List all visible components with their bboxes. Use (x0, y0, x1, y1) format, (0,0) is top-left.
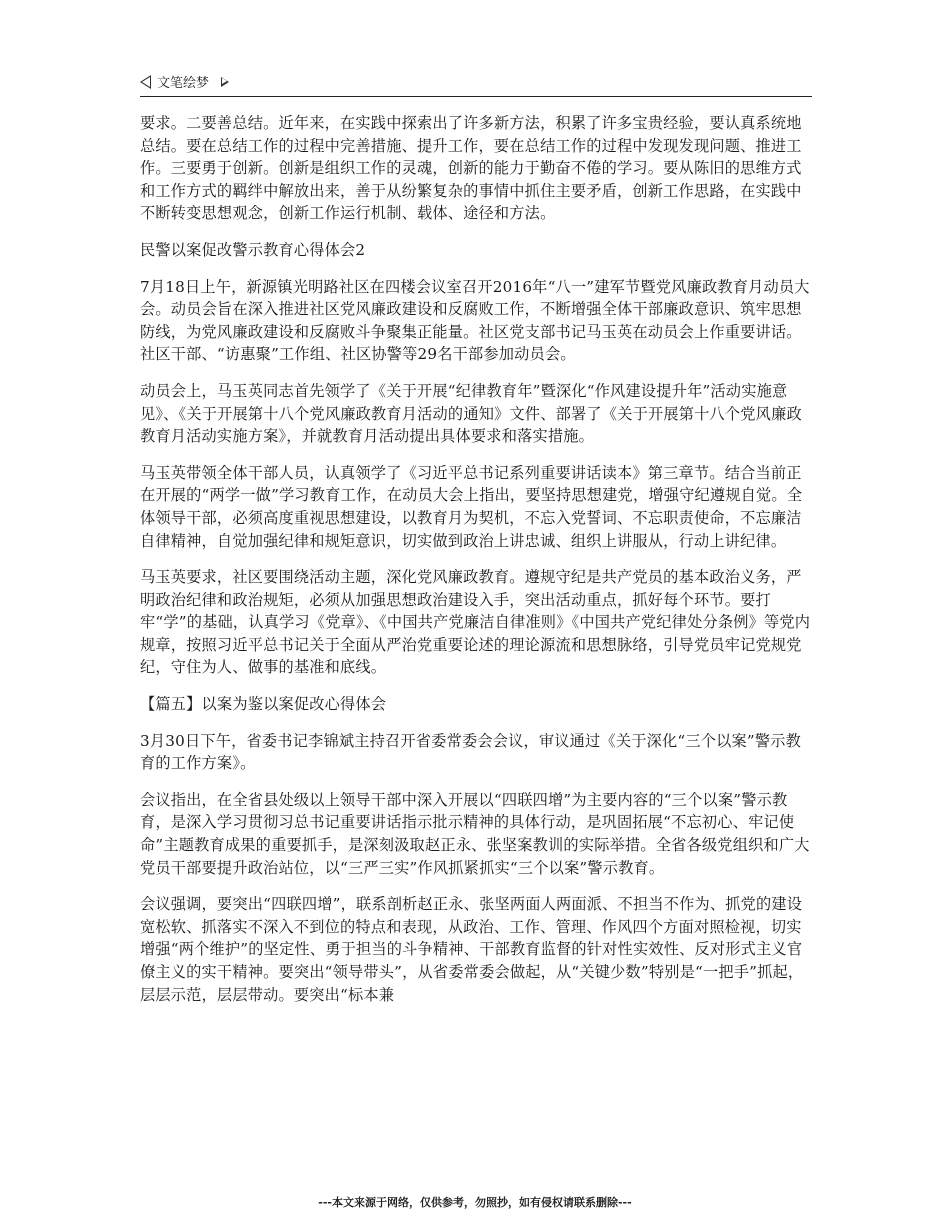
page-header (140, 70, 812, 97)
document-body (140, 112, 816, 1020)
paragraph: 会议强调，要突出“四联四增”，联系剖析赵正永、张坚两面人两面派、不担当不作为、抓党的建设宽松软、抓落实不深入不到位的特点和表现，从政治、工作、管理、作风四个方面对照检视，切实增强“两个维护”的坚定性、勇于担当的斗争精神、干部教育监督的针对性实效性、反对形式主义官僚主义的实干精神。要突出“领导带头”，从省委常委会做起，从“关键少数”特别是“一把手”抓起，层层示范，层层带动。要突出“标本兼 (140, 895, 804, 1004)
paragraph: 马玉英要求，社区要围绕活动主题，深化党风廉政教育。遵规守纪是共产党员的基本政治义务，严明政治纪律和政治规矩，必须从加强思想政治建设入手，突出活动重点，抓好每个环节。要打牢“学”的基础，认真学习《党章》、《中国共产党廉洁自律准则》《中国共产党纪律处分条例》等党内规章，按照习近平总书记关于全面从严治党重要论述的理论源流和思想脉络，引导党员牢记党规党纪，守住为人、做事的基准和底线。 (140, 568, 811, 677)
paragraph: 3月30日下午，省委书记李锦斌主持召开省委常委会会议，审议通过《关于深化“三个以案”警示教育的工作方案》。 (140, 731, 802, 773)
paragraph: 动员会上，马玉英同志首先领学了《关于开展“纪律教育年”暨深化“作风建设提升年”活动实施意见》、《关于开展第十八个党风廉政教育月活动的通知》文件、部署了《关于开展第十八个党风廉政教育月活动实施方案》，并就教育月活动提出具体要求和落实措施。 (140, 381, 802, 446)
brand (140, 72, 229, 91)
brand-name: 文笔绘梦 (157, 76, 210, 91)
paragraph: 马玉英带领全体干部人员，认真领学了《习近平总书记系列重要讲话读本》第三章节。结合当前正在开展的“两学一做”学习教育工作，在动员大会上指出，要坚持思想建党，增强守纪遵规自觉。全体领导干部，必须高度重视思想建设，以教育月为契机，不忘入党誓词、不忘职责使命，不忘廉洁自律精神，自觉加强纪律和规矩意识，切实做到政治上讲忠诚、组织上讲服从，行动上讲纪律。 (140, 463, 803, 550)
footer-notice: ---本文来源于网络，仅供参考，勿照抄，如有侵权请联系删除--- (318, 1196, 632, 1209)
triangle-left-icon (140, 75, 151, 89)
paragraph: 要求。二要善总结。近年来，在实践中探索出了许多新方法，积累了许多宝贵经验，要认真系统地总结。要在总结工作的过程中完善措施、提升工作，要在总结工作的过程中发现发现问题、推进工作。三要勇于创新。创新是组织工作的灵魂，创新的能力于勤奋不倦的学习。要从陈旧的思维方式和工作方式的羁绊中解放出来，善于从纷繁复杂的事情中抓住主要矛盾，创新工作思路，在实践中不断转变思想观念，创新工作运行机制、载体、途径和方法。 (140, 114, 802, 223)
section-title: 民警以案促改警示教育心得体会2 (140, 240, 366, 259)
paragraph: 会议指出，在全省县处级以上领导干部中深入开展以“四联四增”为主要内容的“三个以案”警示教育，是深入学习贯彻习总书记重要讲话指示批示精神的具体行动，是巩固拓展“不忘初心、牢记使命”主题教育成果的重要抓手，是深刻汲取赵正永、张坚案教训的实际举措。全省各级党组织和广大党员干部要提升政治站位，以“三严三实”作风抓紧抓实“三个以案”警示教育。 (140, 790, 810, 877)
section-title: 【篇五】以案为鉴以案促改心得体会 (140, 695, 387, 714)
paragraph: 7月18日上午，新源镇光明路社区在四楼会议室召开2016年“八一”建军节暨党风廉政教育月动员大会。动员会旨在深入推进社区党风廉政建设和反腐败工作，不断增强全体干部廉政意识、筑牢思想防线，为党风廉政建设和反腐败斗争聚集正能量。社区党支部书记马玉英在动员会上作重要讲话。社区干部、“访惠聚”工作组、社区协警等29名干部参加动员会。 (140, 277, 810, 364)
triangle-right-icon (221, 77, 229, 87)
